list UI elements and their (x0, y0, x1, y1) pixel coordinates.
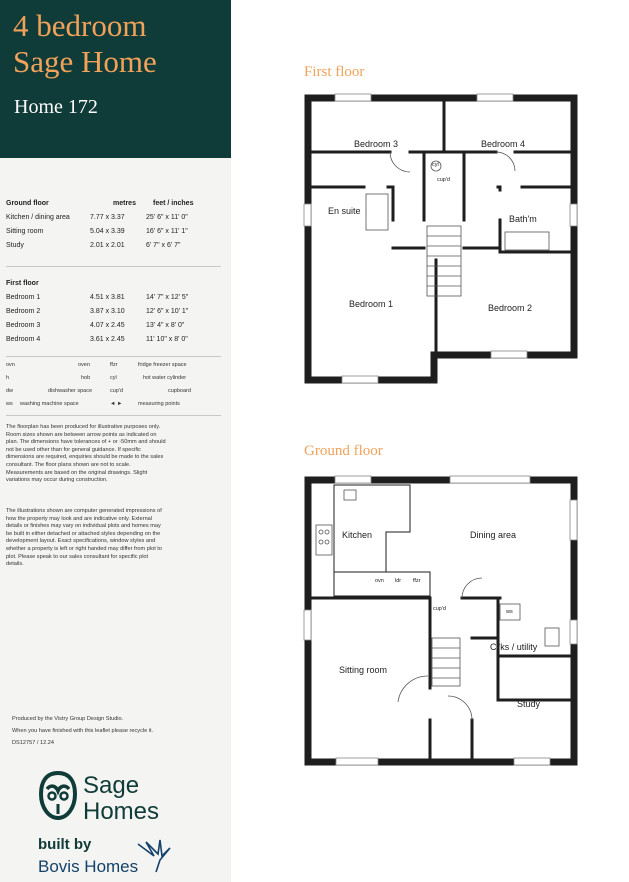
spec-row: Kitchen / dining area 7.77 x 3.37 25' 6" x 11' 0" (6, 214, 188, 221)
room-cloaks-utility: Cl'ks / utility (490, 642, 538, 652)
legend-row: h hob cyl hot water cylinder (6, 375, 187, 381)
built-by-label: built by (38, 836, 92, 853)
spec-row: Bedroom 2 3.87 x 3.10 12' 6" x 10' 1" (6, 308, 189, 315)
room-bathroom: Bath'm (509, 214, 537, 224)
spec-row: Study 2.01 x 2.01 6' 7" x 6' 7" (6, 242, 181, 249)
oven-label: ovn (375, 578, 384, 584)
page-title: 4 bedroom Sage Home (13, 8, 157, 79)
feet-header: feet / inches (153, 200, 194, 207)
document-code: DS12757 / 12.24 (12, 740, 54, 746)
room-dining-area: Dining area (470, 530, 517, 540)
room-kitchen: Kitchen (342, 530, 373, 540)
room-sitting-room: Sitting room (339, 665, 388, 675)
larder-label: ldr (395, 578, 402, 584)
disclaimer-paragraph: The illustrations shown are computer generated impressions of how the property may look and are indicative only. External details or finishes may vary on individual plots and homes may be built in either detached or attached styles depending on the development layout. Exact specifications, window styles and whether a property is left or right handed may differ from plot to plot. Please speak to our sales consultant for specific plot details. (6, 508, 162, 568)
divider (6, 415, 221, 416)
first-floor-title: First floor (304, 64, 365, 80)
produced-by: Produced by the Vistry Group Design Studio. (12, 716, 124, 722)
info-sidebar (0, 0, 231, 882)
spec-row: Bedroom 1 4.51 x 3.81 14' 7" x 12' 5" (6, 294, 189, 301)
cupboard-label: cup'd (433, 606, 446, 612)
first-specs-heading: First floor (6, 280, 39, 287)
room-bedroom-3: Bedroom 3 (354, 139, 399, 149)
owl-logo-icon (38, 770, 78, 822)
washing-machine-label: ws (506, 609, 513, 615)
kingfisher-logo-icon (136, 838, 174, 874)
ground-floor-title: Ground floor (304, 443, 383, 459)
spec-row: Sitting room 5.04 x 3.39 16' 6" x 11' 1" (6, 228, 188, 235)
cupboard-label: cup'd (437, 177, 450, 183)
spec-row: Bedroom 4 3.61 x 2.45 11' 10" x 8' 0" (6, 336, 188, 343)
legend-row: dw dishwasher space cup'd cupboard (6, 388, 191, 394)
brand-homes: Homes (83, 798, 160, 825)
fridge-freezer-label: ffzr (413, 578, 421, 584)
home-name: Home 172 (14, 96, 98, 118)
abbreviation-legend (6, 362, 221, 414)
spec-row: Bedroom 3 4.07 x 2.45 13' 4" x 8' 0" (6, 322, 185, 329)
first-floor-plan (300, 90, 590, 390)
room-bedroom-2: Bedroom 2 (488, 303, 533, 313)
legend-row: ovn oven ffzr fridge freezer space (6, 362, 187, 368)
legend-row: ws washing machine space ◄ ► measuring points (6, 401, 180, 407)
recycle-note: When you have finished with this leaflet please recycle it. (12, 728, 154, 734)
divider (6, 356, 221, 357)
bovis-homes-label: Bovis Homes (38, 857, 139, 876)
title-banner (0, 0, 231, 158)
metres-header: metres (113, 200, 136, 207)
room-bedroom-4: Bedroom 4 (481, 139, 526, 149)
ground-specs-heading: Ground floor (6, 200, 49, 207)
cylinder-label: cyl (432, 162, 439, 168)
disclaimer-paragraph: The floorplan has been produced for illustrative purposes only. Room sizes shown are between arrow points as indicated on plan. The dimensions have tolerances of + or -50mm and should not be used other than for general guidance. If specific dimensions are required, enquiries should be made to the sales consultant. The floor plans shown are not to scale. Measurements are based on the original drawings. Slight variations may occur during construction. (6, 424, 166, 484)
room-en-suite: En suite (328, 206, 361, 216)
room-study: Study (517, 699, 541, 709)
room-bedroom-1: Bedroom 1 (349, 299, 394, 309)
divider (6, 266, 221, 267)
brand-sage: Sage (83, 772, 140, 799)
ground-floor-specs (6, 200, 221, 256)
first-floor-specs (6, 280, 221, 350)
ground-floor-plan (300, 470, 590, 770)
